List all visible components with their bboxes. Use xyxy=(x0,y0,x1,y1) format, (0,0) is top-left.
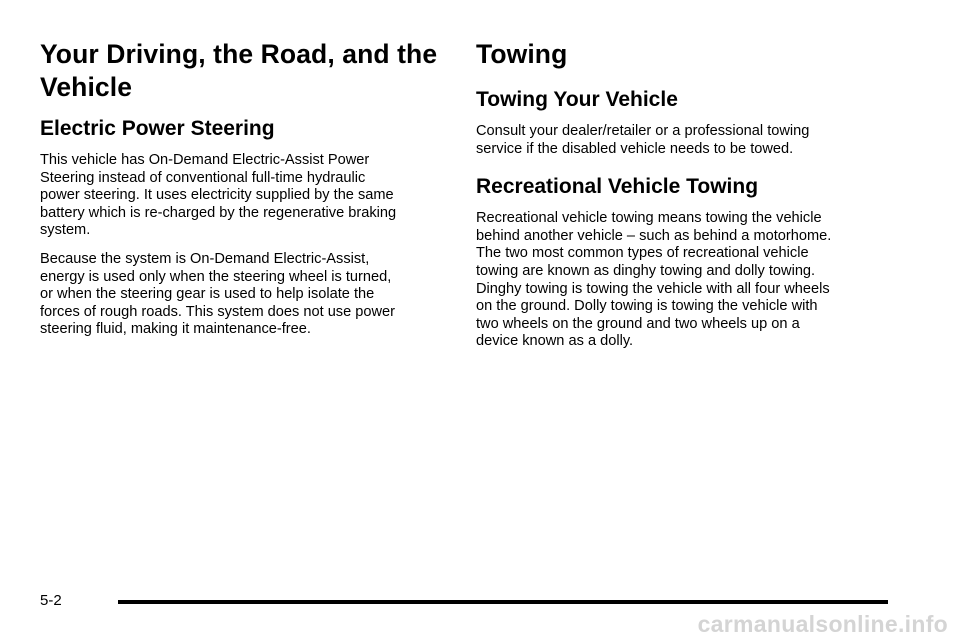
paragraph-recreational-vehicle-towing xyxy=(476,210,886,351)
text-line: Dinghy towing is towing the vehicle with all four wheels xyxy=(476,280,830,297)
right-column xyxy=(476,38,886,362)
text-line: behind another vehicle – such as behind a motorhome. xyxy=(476,227,832,244)
text-line: Recreational vehicle towing means towing the vehicle xyxy=(476,210,822,227)
paragraph-towing-your-vehicle xyxy=(476,123,886,158)
left-column xyxy=(40,38,445,350)
text-line: energy is used only when the steering wheel is turned, xyxy=(40,268,392,285)
section-heading-electric-power-steering: Electric Power Steering xyxy=(40,117,275,140)
footer-divider xyxy=(118,600,888,604)
chapter-title xyxy=(40,38,445,104)
text-line: on the ground. Dolly towing is towing the vehicle with xyxy=(476,298,818,315)
towing-title: Towing xyxy=(476,39,568,69)
page-number: 5-2 xyxy=(40,592,62,609)
chapter-title-line-2: Vehicle xyxy=(40,72,133,102)
text-line: forces of rough roads. This system does not use power xyxy=(40,303,396,320)
text-line: steering fluid, making it maintenance-free. xyxy=(40,321,311,338)
text-line: system. xyxy=(40,222,91,239)
chapter-title-line-1: Your Driving, the Road, and the xyxy=(40,39,438,69)
text-line: battery which is re-charged by the regenerative braking xyxy=(40,204,397,221)
text-line: device known as a dolly. xyxy=(476,333,634,350)
text-line: Consult your dealer/retailer or a professional towing xyxy=(476,123,810,139)
text-line: Steering instead of conventional full-time hydraulic xyxy=(40,169,366,186)
text-line: two wheels on the ground and two wheels up on a xyxy=(476,315,800,332)
section-heading-recreational-vehicle-towing: Recreational Vehicle Towing xyxy=(476,175,759,199)
text-line: power steering. It uses electricity supplied by the same xyxy=(40,187,394,204)
paragraph-on-demand-assist xyxy=(40,251,445,339)
text-line: This vehicle has On-Demand Electric-Assist Power xyxy=(40,152,370,168)
text-line: towing are known as dinghy towing and dolly towing. xyxy=(476,262,816,279)
paragraph-power-steering-description xyxy=(40,152,445,240)
section-heading-towing-your-vehicle: Towing Your Vehicle xyxy=(476,88,678,111)
text-line: Because the system is On-Demand Electric-Assist, xyxy=(40,250,370,267)
text-line: The two most common types of recreational vehicle xyxy=(476,245,809,262)
text-line: service if the disabled vehicle needs to be towed. xyxy=(476,140,794,157)
text-line: or when the steering gear is used to help isolate the xyxy=(40,286,375,303)
watermark-text: carmanualsonline.info xyxy=(697,611,948,637)
